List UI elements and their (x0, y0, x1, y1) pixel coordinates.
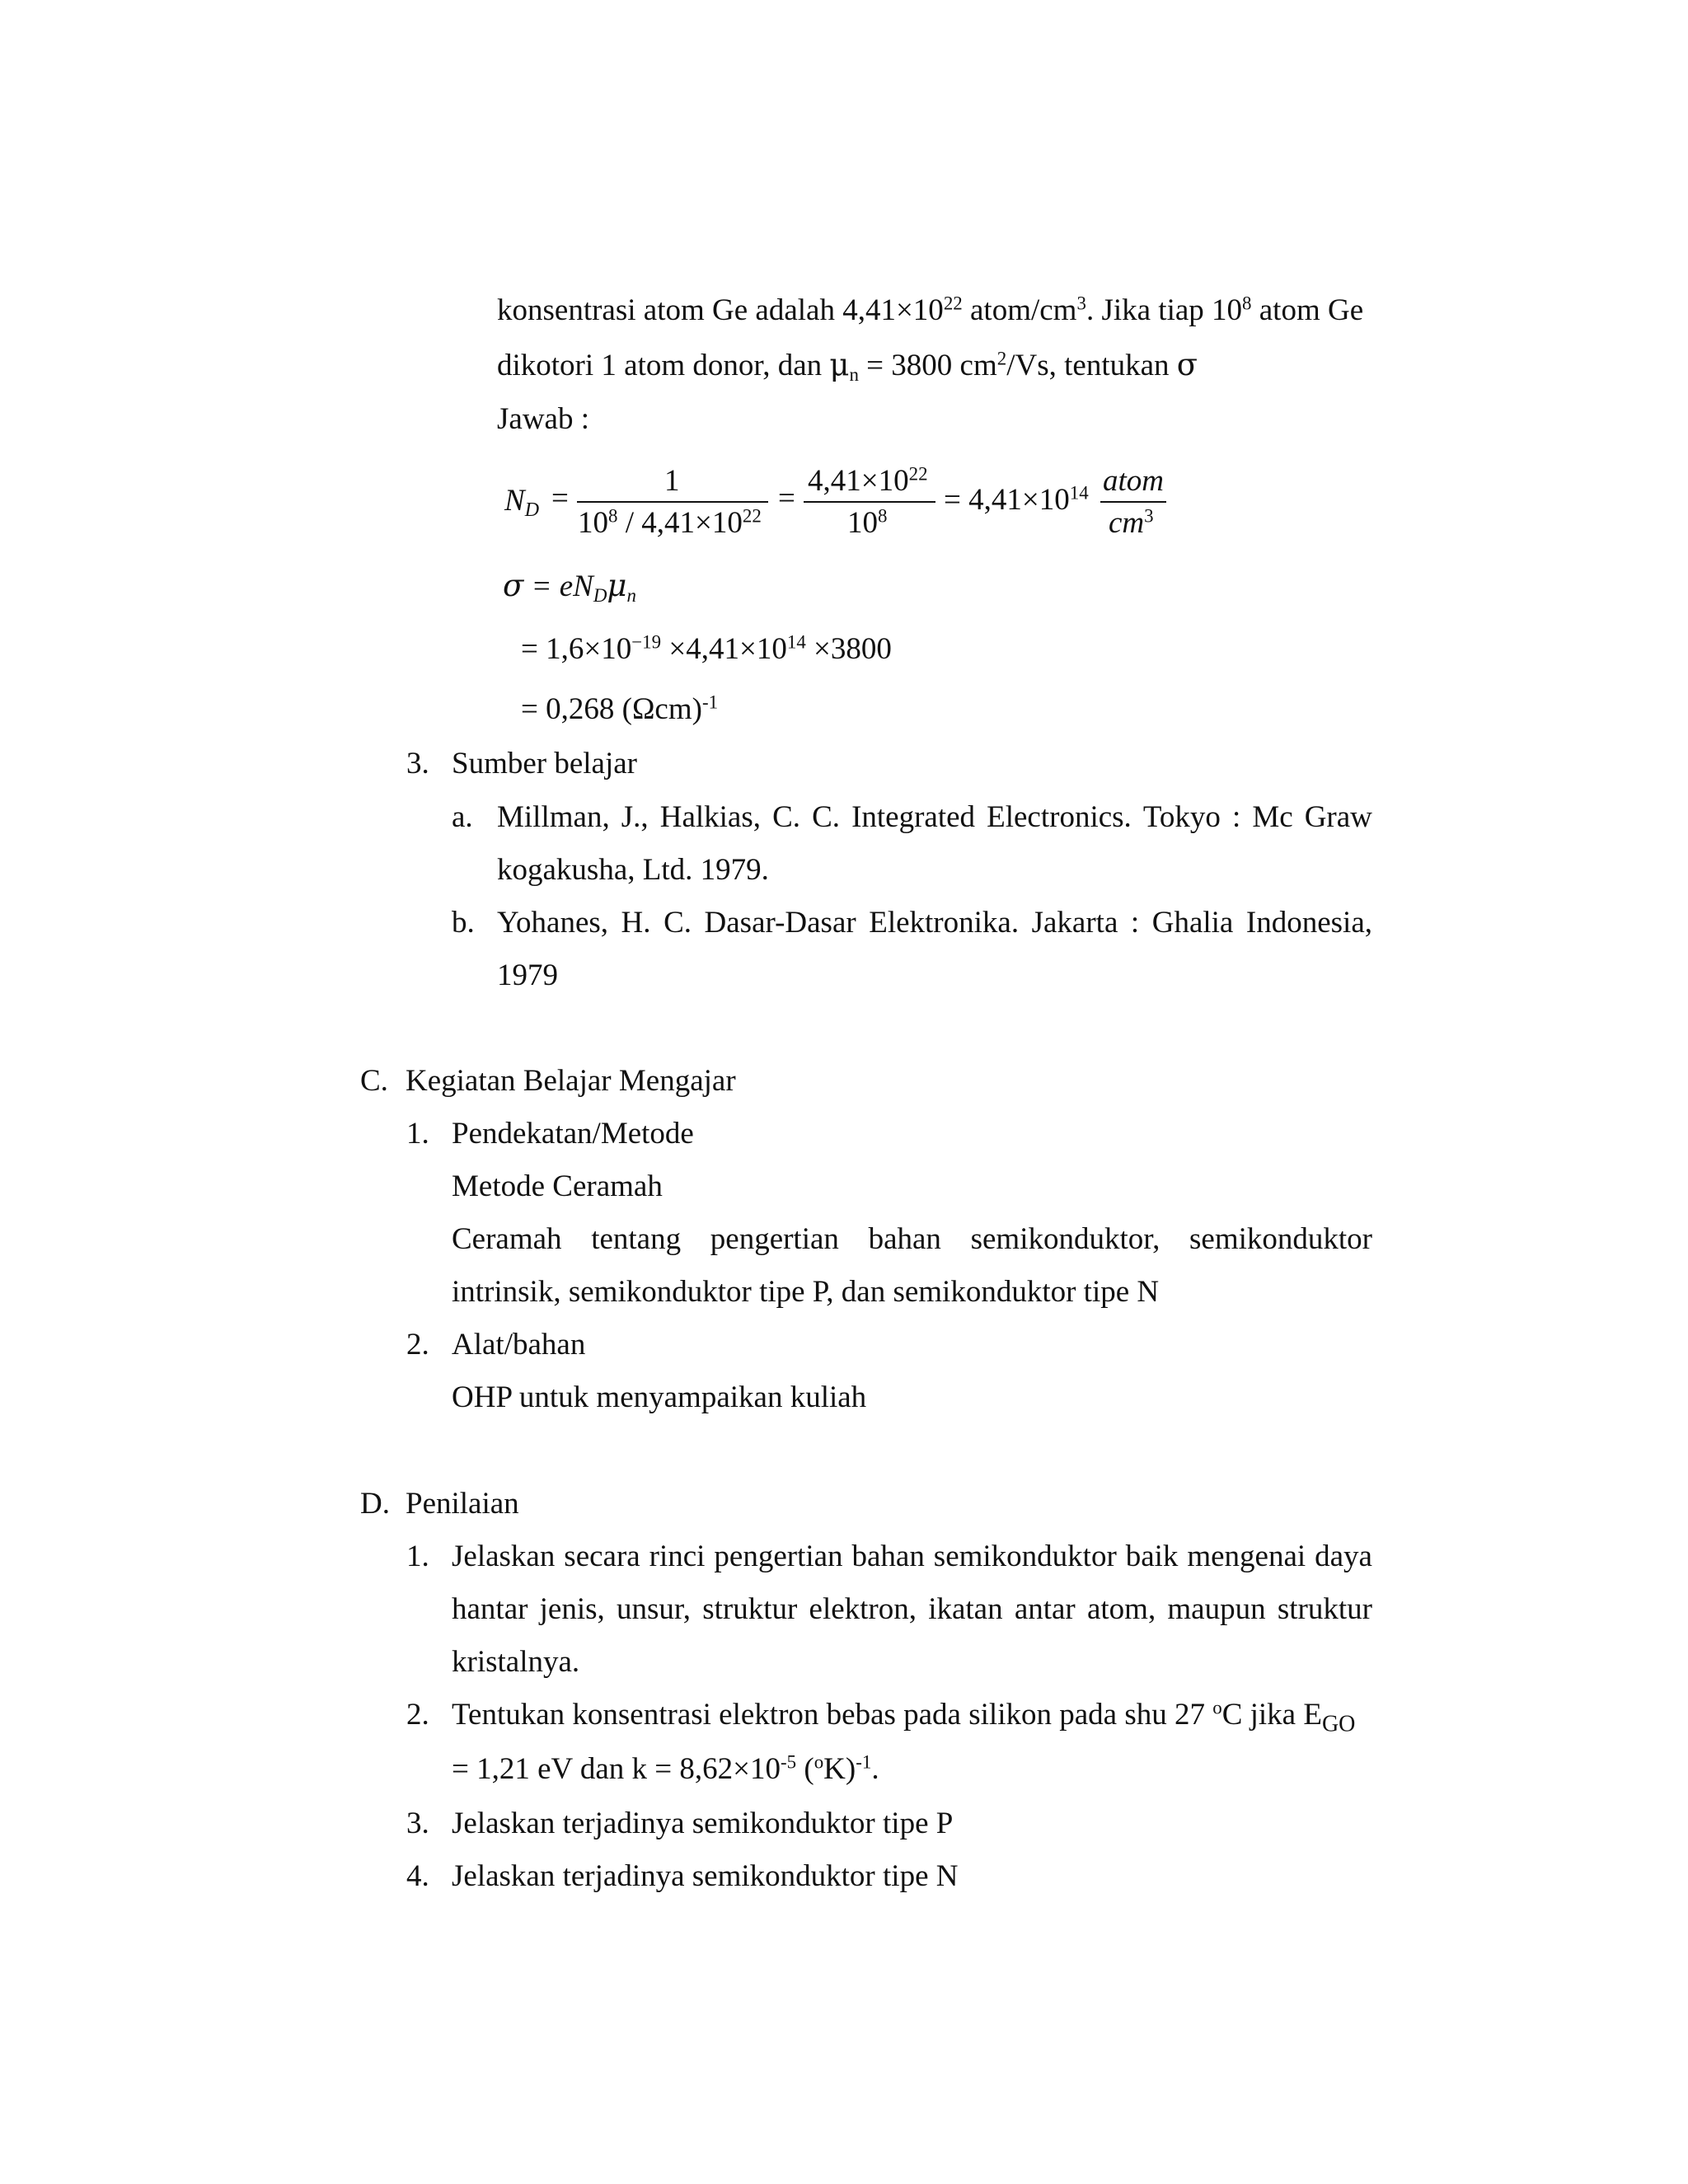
equation-sigma: $\sigma = eN_D\mu_n$ (503, 568, 636, 606)
reference-b-line-2: 1979 (497, 958, 558, 992)
problem-line-1 (497, 295, 1363, 326)
list-number: 1. (406, 1117, 429, 1151)
section-label: C. (360, 1064, 388, 1098)
section-label: D. (360, 1487, 390, 1521)
list-number: 2. (406, 1328, 429, 1361)
eq-lhs: $N_D$ (504, 484, 540, 522)
problem-text: /Vs, tentukan (1006, 349, 1177, 382)
reference-b-line-1: Yohanes, H. C. Dasar-Dasar Elektronika. Jakarta : Ghalia Indonesia, (497, 906, 1372, 940)
reference-a-line-1: Millman, J., Halkias, C. C. Integrated Electronics. Tokyo : Mc Graw (497, 800, 1372, 834)
equation-result: = 0,268 $(\Omega cm)^{-1}$ (521, 691, 719, 726)
equation-substitution: = $1,6\times 10^{-19} \times 4,41\times 10^{14} \times 3800$ (521, 631, 892, 666)
exponent: 3 (1076, 293, 1086, 314)
question-2-line-2: = 1,21 eV dan $k = 8,62\times 10^{-5}$ $(^oK)^{-1}$. (452, 1751, 879, 1786)
eq-sign: = (778, 481, 795, 515)
fraction-2-numerator: $4,41\times 10^{22}$ (808, 463, 928, 498)
paragraph-line: OHP untuk menyampaikan kuliah (452, 1380, 867, 1414)
paragraph-line: Ceramah tentang pengertian bahan semikonduktor, semikonduktor (452, 1222, 1372, 1256)
eq-result: = $4,41\times 10^{14}$ (944, 482, 1089, 517)
subsection-heading: Pendekatan/Metode (452, 1117, 694, 1151)
fraction-1-denominator: $10^8 / 4,41\times 10^{22}$ (578, 505, 762, 540)
problem-text: . Jika tiap 10 (1085, 293, 1243, 327)
problem-text: atom/cm (962, 293, 1077, 327)
fraction-2-bar (804, 501, 935, 503)
fraction-3-denominator: $cm^3$ (1109, 505, 1154, 540)
problem-text: = 3800 cm (858, 349, 997, 382)
exponent: 22 (943, 293, 963, 314)
problem-line-2 (497, 347, 1198, 385)
list-letter: a. (452, 800, 473, 834)
exponent: 2 (996, 348, 1007, 369)
question-1-line-3: kristalnya. (452, 1645, 580, 1679)
section-heading: Penilaian (406, 1487, 519, 1521)
answer-label: Jawab : (497, 402, 589, 436)
fraction-2-denominator: $10^8$ (847, 505, 888, 540)
eq-sign: = (551, 481, 569, 515)
exponent: 8 (1242, 293, 1252, 314)
list-number: 4. (406, 1859, 429, 1893)
question-3: Jelaskan terjadinya semikonduktor tipe P (452, 1807, 954, 1840)
mu-symbol: μ (829, 347, 850, 382)
list-number: 1. (406, 1540, 429, 1573)
sigma-symbol: σ (1176, 347, 1198, 382)
list-number: 2. (406, 1698, 429, 1732)
problem-text: konsentrasi atom Ge adalah 4,41×10 (497, 293, 944, 327)
section-heading: Kegiatan Belajar Mengajar (406, 1064, 736, 1098)
fraction-1-numerator: 1 (664, 464, 680, 498)
question-1-line-1: Jelaskan secara rinci pengertian bahan semikonduktor baik mengenai daya (452, 1540, 1372, 1573)
fraction-3-bar (1100, 501, 1166, 503)
question-2-line-1: Tentukan konsentrasi elektron bebas pada silikon pada shu 27 $^o$C jika $E_{GO}$ (452, 1697, 1356, 1737)
section-heading: Sumber belajar (452, 747, 637, 780)
paragraph-line: Metode Ceramah (452, 1169, 663, 1203)
fraction-3-numerator: atom (1103, 464, 1164, 498)
problem-text: dikotori 1 atom donor, dan (497, 349, 830, 382)
subsection-heading: Alat/bahan (452, 1328, 586, 1361)
paragraph-line: intrinsik, semikonduktor tipe P, dan semikonduktor tipe N (452, 1275, 1160, 1309)
list-number: 3. (406, 747, 429, 780)
list-letter: b. (452, 906, 475, 940)
problem-text: atom Ge (1251, 293, 1364, 327)
question-4: Jelaskan terjadinya semikonduktor tipe N (452, 1859, 959, 1893)
reference-a-line-2: kogakusha, Ltd. 1979. (497, 853, 769, 887)
list-number: 3. (406, 1807, 429, 1840)
question-1-line-2: hantar jenis, unsur, struktur elektron, ikatan antar atom, maupun struktur (452, 1592, 1372, 1626)
fraction-1-bar (577, 501, 768, 503)
subscript: n (849, 363, 859, 385)
